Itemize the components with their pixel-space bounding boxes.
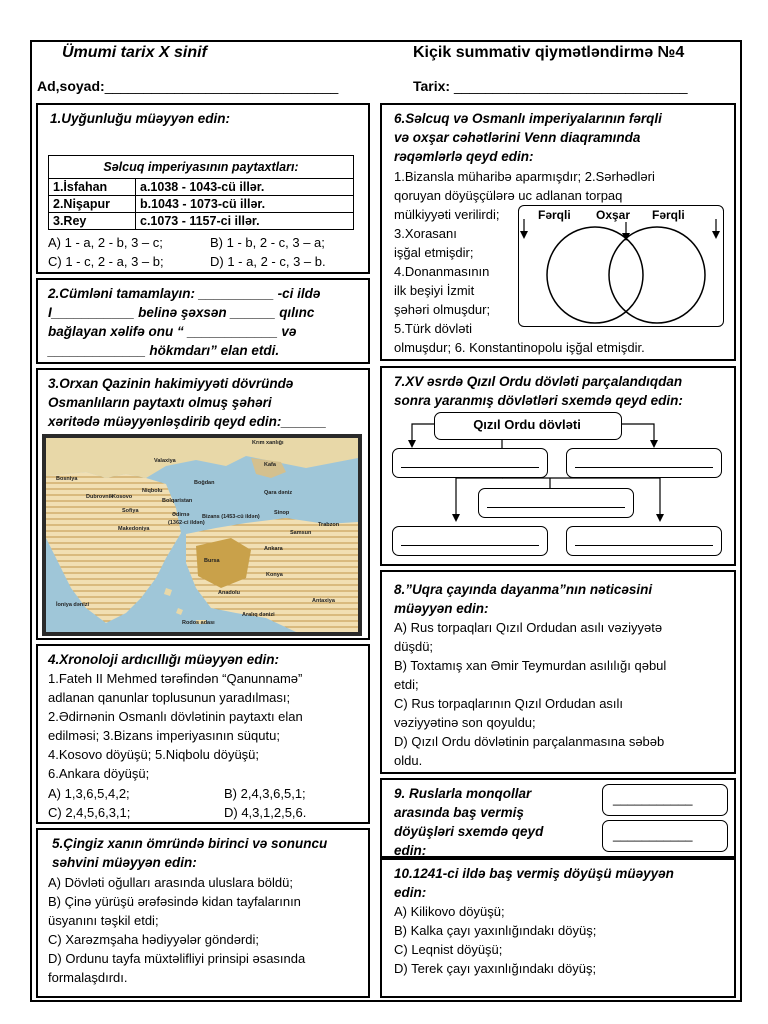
date-field[interactable]: ______________________________: [453, 78, 688, 94]
test-title: Kiçik summativ qiymətləndirmə №4: [413, 44, 685, 61]
q9-blank: ___________: [613, 827, 693, 842]
table-cell: 3.Rey: [49, 213, 136, 230]
venn-circle-right: [609, 227, 705, 323]
table-title: Səlcuq imperiyasının paytaxtları:: [49, 156, 354, 179]
q5-title: [52, 834, 327, 872]
map-label: Krım xanlığı: [252, 440, 284, 446]
q7-line: sonra yaranmış dövlətləri sxemdə qeyd edin:: [394, 393, 683, 408]
q1-title: 1.Uyğunluğu müəyyən edin:: [50, 111, 231, 126]
map-label: Sofiya: [122, 508, 139, 514]
q6-statement: olmuşdur; 6. Konstantinopolu işğal etmişdir.: [394, 340, 645, 355]
q9-answer-box-2[interactable]: [602, 820, 728, 852]
q10-option-a[interactable]: A) Kilikovo döyüşü;: [394, 904, 505, 919]
question-9: [380, 778, 736, 858]
date-label-text: Tarix:: [413, 78, 451, 94]
q1-option-c[interactable]: C) 1 - c, 2 - a, 3 – b;: [48, 254, 164, 269]
q6-statement: işğal etmişdir;: [394, 245, 474, 260]
q1-option-a[interactable]: A) 1 - a, 2 - b, 3 – c;: [48, 235, 163, 250]
q6-title: [394, 109, 662, 166]
q8-option-d-cont: oldu.: [394, 753, 423, 768]
q10-title: [394, 864, 674, 902]
map-label: Antaxiya: [312, 598, 335, 604]
q6-statement: 4.Donanmasının: [394, 264, 490, 279]
q10-option-b[interactable]: B) Kalka çayı yaxınlığındakı döyüş;: [394, 923, 597, 938]
q8-line: 8.”Uqra çayında dayanma”nın nəticəsini: [394, 582, 653, 597]
q2-line: I___________ belinə şəxsən ______ qılınc: [48, 305, 315, 320]
q6-statement: qoruyan döyüşçülərə uc adlanan torpaq: [394, 188, 623, 203]
venn-label-left: Fərqli: [538, 208, 571, 222]
q1-option-d[interactable]: D) 1 - a, 2 - c, 3 – b.: [210, 254, 326, 269]
question-7: [380, 366, 736, 566]
q1-option-b[interactable]: B) 1 - b, 2 - c, 3 – a;: [210, 235, 325, 250]
q10-option-c[interactable]: C) Leqnist döyüşü;: [394, 942, 503, 957]
map-label: Ankara: [264, 546, 283, 552]
q10-option-d[interactable]: D) Terek çayı yaxınlığındakı döyüş;: [394, 961, 597, 976]
q10-line: edin:: [394, 885, 427, 900]
q6-statement: 3.Xorasanı: [394, 226, 457, 241]
q8-option-c[interactable]: C) Rus torpaqlarının Qızıl Ordudan asılı: [394, 696, 624, 711]
q8-option-b[interactable]: B) Toxtamış xan Əmir Teymurdan asılılığı qəbul: [394, 658, 667, 673]
map-label: İoniya dənizi: [56, 602, 90, 608]
q6-line: rəqəmlərlə qeyd edin:: [394, 149, 534, 164]
capitals-table: [48, 155, 354, 230]
q8-option-b-cont: etdi;: [394, 677, 419, 692]
question-8: [380, 570, 736, 774]
q6-statement: 1.Bizansla müharibə aparmışdır; 2.Sərhədləri: [394, 169, 655, 184]
q4-title: 4.Xronoloji ardıcıllığı müəyyən edin:: [48, 652, 280, 667]
name-label: [37, 78, 338, 94]
q8-line: müəyyən edin:: [394, 601, 489, 616]
q9-line: arasında baş vermiş: [394, 805, 524, 820]
q6-statement: şəhəri olmuşdur;: [394, 302, 491, 317]
map-label: Ədirnə: [172, 512, 190, 518]
scheme-answer-box-4[interactable]: [392, 526, 548, 556]
arrowhead-right: [712, 231, 720, 239]
q6-statement: 5.Türk dövləti: [394, 321, 473, 336]
venn-label-mid: Oxşar: [596, 208, 631, 222]
q4-option-b[interactable]: B) 2,4,3,6,5,1;: [224, 786, 306, 801]
q9-line: edin:: [394, 843, 427, 858]
table-cell: c.1073 - 1157-ci illər.: [136, 213, 354, 230]
q8-title: [394, 580, 652, 618]
question-5: [36, 828, 370, 998]
name-label-text: Ad,soyad:: [37, 78, 105, 94]
q10-line: 10.1241-ci ildə baş vermiş döyüşü müəyyən: [394, 866, 674, 881]
q2-text: [48, 284, 320, 360]
map-label: Kafa: [264, 462, 276, 468]
arrowhead-left: [520, 231, 528, 239]
map-label: Anadolu: [218, 590, 240, 596]
map-label: Bursa: [204, 558, 220, 564]
scheme-answer-box-5[interactable]: [566, 526, 722, 556]
q4-item: 2.Ədirnənin Osmanlı dövlətinin paytaxtı elan: [48, 709, 303, 724]
q10-options: [394, 902, 596, 978]
map-label: Rodos adası: [182, 620, 215, 626]
q4-option-a[interactable]: A) 1,3,6,5,4,2;: [48, 786, 130, 801]
venn-circle-left: [547, 227, 643, 323]
map-label: Samsun: [290, 530, 312, 536]
question-10: [380, 858, 736, 998]
q5-option-c[interactable]: C) Xarəzmşaha hədiyyələr göndərdi;: [48, 932, 259, 947]
map-label: Qara dəniz: [264, 490, 293, 496]
q5-option-b-cont: üsyanını təşkil etdi;: [48, 913, 159, 928]
q4-item: 6.Ankara döyüşü;: [48, 766, 150, 781]
table-row: [49, 196, 354, 213]
table-row: [49, 179, 354, 196]
q8-option-a-cont: düşdü;: [394, 639, 434, 654]
question-3: [36, 368, 370, 640]
q6-line: və oxşar cəhətlərini Venn diaqramında: [394, 130, 641, 145]
q5-option-d[interactable]: D) Ordunu tayfa müxtəlifliyi prinsipi əsasında: [48, 951, 306, 966]
question-6: [380, 103, 736, 361]
q2-line: _____________ hökmdarı” elan etdi.: [48, 343, 280, 358]
q2-line: bağlayan xəlifə onu “ ____________ və: [48, 324, 297, 339]
q6-statement: mülkiyyəti verilirdi;: [394, 207, 500, 222]
question-2: [36, 278, 370, 364]
q9-line: 9. Ruslarla monqollar: [394, 786, 532, 801]
map-label: Kosovo: [112, 494, 133, 500]
map-label: Boğdan: [194, 480, 215, 486]
q5-option-b[interactable]: B) Çinə yürüşü ərəfəsində kidan tayfalarının: [48, 894, 301, 909]
q6-line: 6.Səlcuq və Osmanlı imperiyalarının fərqli: [394, 111, 662, 126]
name-field[interactable]: ______________________________: [104, 78, 339, 94]
map-label: Bizans (1453-cü ildən): [202, 514, 260, 520]
q4-items: [48, 669, 303, 783]
map-label: Aralıq dənizi: [242, 612, 275, 618]
scheme-root-label: Qızıl Ordu dövləti: [473, 417, 581, 432]
q4-item: 4.Kosovo döyüşü; 5.Niqbolu döyüşü;: [48, 747, 260, 762]
q8-option-a[interactable]: A) Rus torpaqları Qızıl Ordudan asılı vəziyyətə: [394, 620, 663, 635]
question-4: [36, 644, 370, 824]
map-frame: [42, 434, 362, 636]
q4-option-c[interactable]: C) 2,4,5,6,3,1;: [48, 805, 131, 820]
q7-line: 7.XV əsrdə Qızıl Ordu dövləti parçalandıqdan: [394, 374, 683, 389]
table-cell: 2.Nişapur: [49, 196, 136, 213]
q4-item: edilməsi; 3.Bizans imperiyasının süqutu;: [48, 728, 280, 743]
date-label: [413, 78, 688, 94]
q9-title: [394, 784, 543, 858]
q6-statement: ilk beşiyi İzmit: [394, 283, 475, 298]
q8-options: [394, 618, 666, 770]
map-labels: [42, 434, 362, 636]
q5-line: 5.Çingiz xanın ömründə birinci və sonuncu: [52, 836, 328, 851]
q2-line: 2.Cümləni tamamlayın: __________ -ci ildə: [48, 286, 321, 301]
venn-diagram: [518, 205, 724, 327]
q8-option-d[interactable]: D) Qızıl Ordu dövlətinin parçalanmasına səbəb: [394, 734, 665, 749]
table-cell: a.1038 - 1043-cü illər.: [136, 179, 354, 196]
map-label: Valaxiya: [154, 458, 176, 464]
q3-line: 3.Orxan Qazinin hakimiyyəti dövründə: [48, 376, 294, 391]
q9-line: döyüşləri sxemdə qeyd: [394, 824, 544, 839]
map-label: Trabzon: [318, 522, 340, 528]
q5-option-a[interactable]: A) Dövləti oğulları arasında uluslara böldü;: [48, 875, 293, 890]
venn-label-right: Fərqli: [652, 208, 685, 222]
map-label: Makedoniya: [118, 526, 150, 532]
q5-option-d-cont: formalaşdırdı.: [48, 970, 128, 985]
map-label: Niqbolu: [142, 488, 163, 494]
map-label: Bosniya: [56, 476, 78, 482]
q4-item: adlanan qanunlar toplusunun yaradılması;: [48, 690, 291, 705]
table-row: [49, 213, 354, 230]
q4-option-d[interactable]: D) 4,3,1,2,5,6.: [224, 805, 307, 820]
map-label: Dubrovnik: [86, 494, 114, 500]
q3-text: [48, 374, 326, 431]
q3-line: xəritədə müəyyənləşdirib qeyd edin:______: [48, 414, 327, 429]
q4-item: 1.Fateh II Mehmed tərəfindən “Qanunnamə”: [48, 671, 303, 686]
table-cell: 1.İsfahan: [49, 179, 136, 196]
q8-option-c-cont: vəziyyətinə son qoyuldu;: [394, 715, 536, 730]
q9-answer-box-1[interactable]: [602, 784, 728, 816]
scheme-answer-box-2[interactable]: [566, 448, 722, 478]
map-label: (1362-ci ildən): [168, 520, 205, 526]
map-label: Bolqaristan: [162, 498, 193, 504]
subject-title: Ümumi tarix X sinif: [62, 44, 207, 61]
scheme-answer-box-3[interactable]: [478, 488, 634, 518]
q5-line: səhvini müəyyən edin:: [52, 855, 197, 870]
table-cell: b.1043 - 1073-cü illər.: [136, 196, 354, 213]
q3-line: Osmanlıların paytaxtı olmuş şəhəri: [48, 395, 272, 410]
map-label: Sinop: [274, 510, 290, 516]
q9-blank: ___________: [613, 791, 693, 806]
q5-options: [48, 873, 305, 987]
scheme-answer-box-1[interactable]: [392, 448, 548, 478]
map-label: Konya: [266, 572, 283, 578]
question-1: [36, 103, 370, 274]
